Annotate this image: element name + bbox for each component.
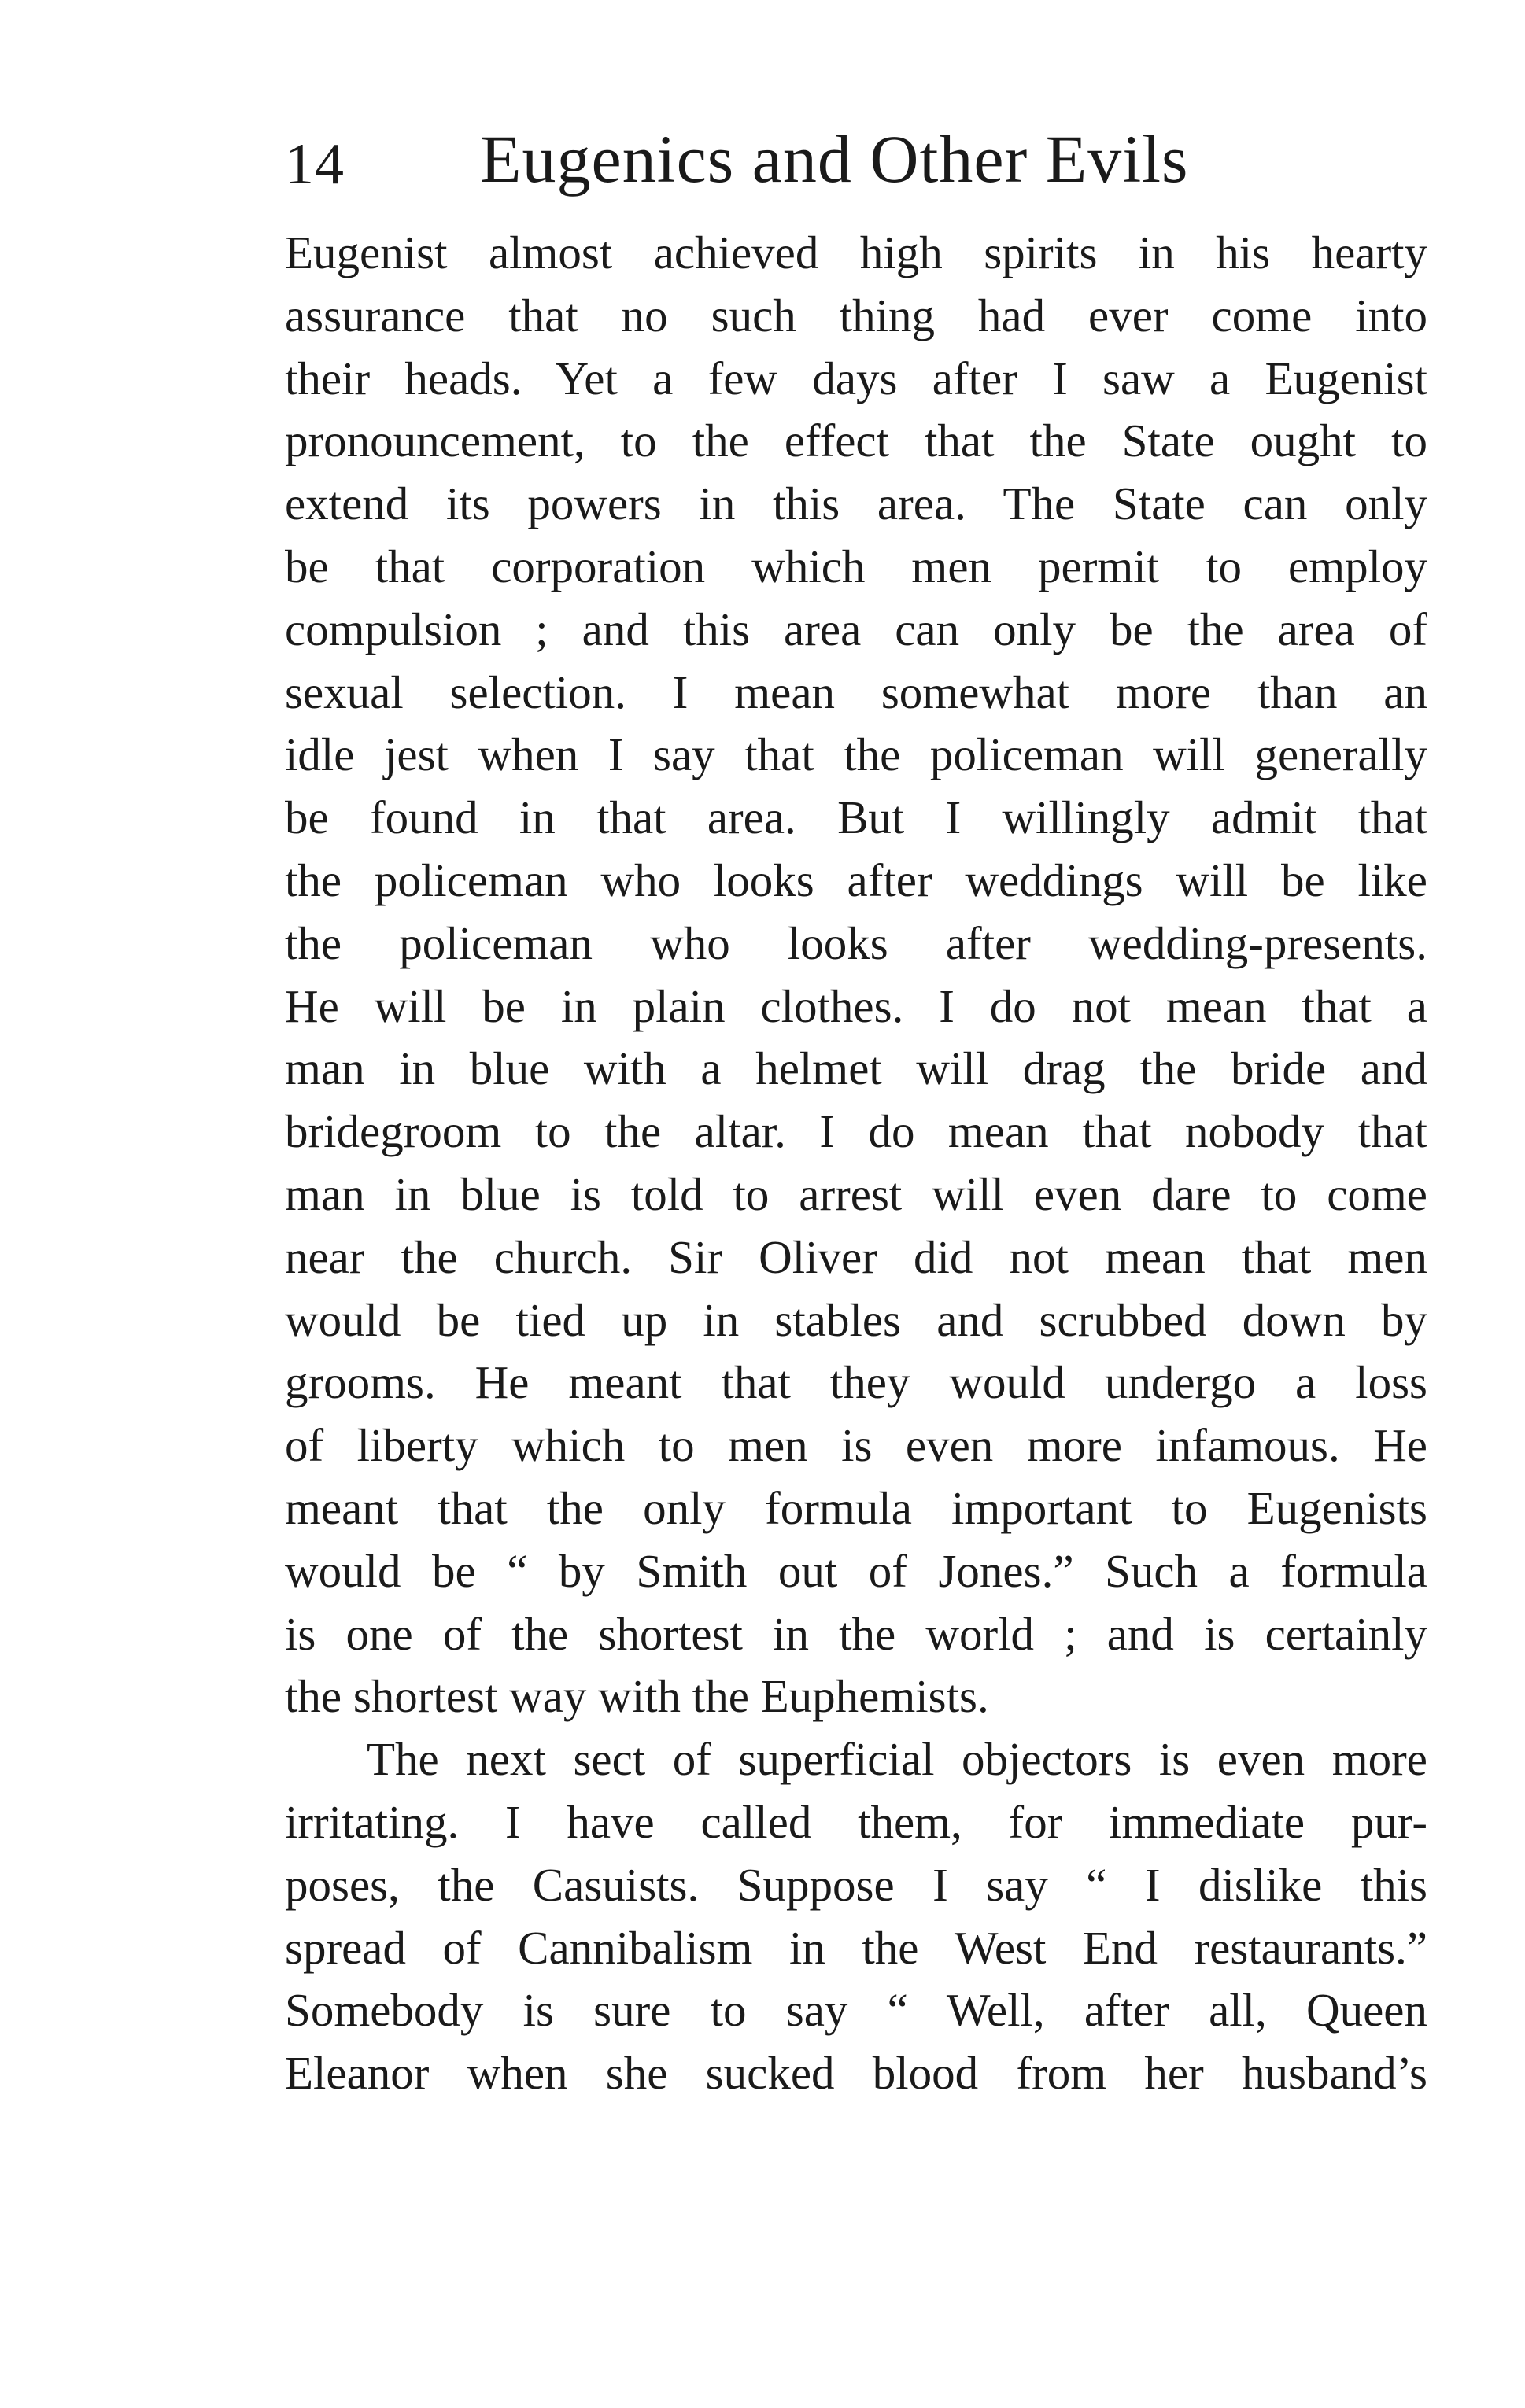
text-line-24: the shortest way with the Euphemists.	[285, 1670, 989, 1723]
text-line-18: would be tied up in stables and scrubbed down by	[285, 1293, 1427, 1346]
text-line-11: the policeman who looks after weddings will be like	[285, 854, 1427, 906]
text-line-5: extend its powers in this area. The State can only	[285, 478, 1427, 530]
text-line-12: the policeman who looks after wedding-presents.	[285, 916, 1427, 969]
body-text	[285, 222, 1427, 2105]
page-number: 14	[285, 132, 345, 197]
running-head	[285, 120, 1434, 206]
text-line-22: would be “ by Smith out of Jones.” Such a formula	[285, 1544, 1427, 1597]
text-line-17: near the church. Sir Oliver did not mean that men	[285, 1230, 1427, 1283]
running-title: Eugenics and Other Evils	[480, 121, 1189, 197]
text-line-15: bridegroom to the altar. I do mean that nobody that	[285, 1105, 1427, 1158]
text-line-7: compulsion ; and this area can only be the area of	[285, 603, 1427, 655]
text-line-1: Eugenist almost achieved high spirits in his hearty	[285, 227, 1427, 278]
text-line-30: Eleanor when she sucked blood from her husband’s	[285, 2047, 1427, 2100]
text-line-13: He will be in plain clothes. I do not mean that a	[285, 979, 1427, 1032]
text-line-10: be found in that area. But I willingly admit that	[285, 791, 1427, 844]
text-line-23: is one of the shortest in the world ; and is certainly	[285, 1607, 1427, 1660]
text-line-9: idle jest when I say that the policeman will generally	[285, 728, 1427, 781]
text-line-8: sexual selection. I mean somewhat more than an	[285, 666, 1427, 718]
text-line-16: man in blue is told to arrest will even dare to come	[285, 1167, 1427, 1220]
text-line-4: pronouncement, to the effect that the State ought to	[285, 415, 1427, 467]
text-line-26: irritating. I have called them, for immediate pur-	[285, 1795, 1427, 1848]
text-line-27: poses, the Casuists. Suppose I say “ I dislike this	[285, 1858, 1427, 1911]
text-line-14: man in blue with a helmet will drag the bride and	[285, 1042, 1427, 1095]
text-line-21: meant that the only formula important to Eugenists	[285, 1481, 1427, 1534]
text-line-3: their heads. Yet a few days after I saw a Eugenist	[285, 352, 1427, 404]
text-line-25: The next sect of superficial objectors is even more	[367, 1733, 1427, 1786]
text-line-19: grooms. He meant that they would undergo a loss	[285, 1356, 1427, 1409]
text-line-20: of liberty which to men is even more infamous. He	[285, 1419, 1427, 1472]
text-line-29: Somebody is sure to say “ Well, after all, Queen	[285, 1984, 1427, 2037]
text-line-28: spread of Cannibalism in the West End restaurants.”	[285, 1921, 1427, 1974]
text-line-6: be that corporation which men permit to employ	[285, 540, 1427, 592]
text-line-2: assurance that no such thing had ever come into	[285, 289, 1427, 341]
